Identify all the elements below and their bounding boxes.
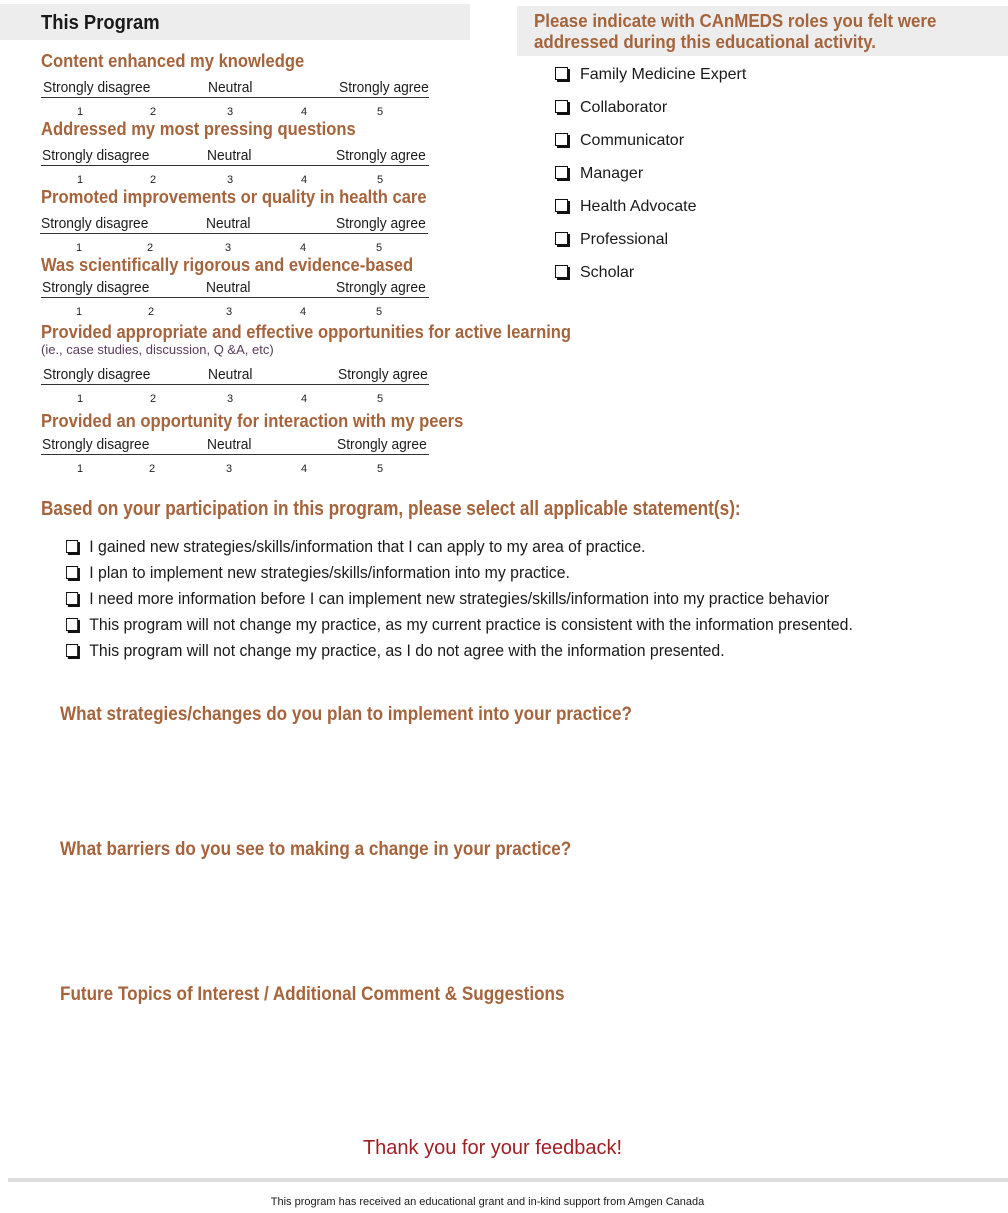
scale-number[interactable]: 2 bbox=[150, 174, 157, 186]
scale-high-label: Strongly agree bbox=[336, 147, 426, 164]
answer-area[interactable] bbox=[60, 869, 960, 969]
scale-number[interactable]: 1 bbox=[77, 463, 84, 475]
scale-number[interactable]: 5 bbox=[377, 174, 384, 186]
checkbox-icon[interactable] bbox=[66, 566, 78, 579]
scale-mid-label: Neutral bbox=[207, 147, 252, 164]
scale-number[interactable]: 5 bbox=[377, 106, 384, 118]
checkbox-icon[interactable] bbox=[555, 133, 568, 146]
thank-you-message: Thank you for your feedback! bbox=[362, 1137, 623, 1159]
role-label: Communicator bbox=[580, 132, 685, 149]
checkbox-icon[interactable] bbox=[555, 199, 568, 212]
scale-high-label: Strongly agree bbox=[336, 215, 426, 232]
checkbox-icon[interactable] bbox=[66, 618, 78, 631]
role-option[interactable] bbox=[555, 198, 697, 216]
role-option[interactable] bbox=[555, 132, 684, 150]
statement-option[interactable] bbox=[66, 615, 853, 635]
scale-number[interactable]: 1 bbox=[76, 242, 83, 254]
scale-number[interactable]: 2 bbox=[150, 106, 157, 118]
question-title: Provided an opportunity for interaction with my peers bbox=[41, 411, 464, 431]
scale-number[interactable]: 4 bbox=[300, 242, 307, 254]
question-title: Was scientifically rigorous and evidence-based bbox=[41, 255, 414, 275]
checkbox-icon[interactable] bbox=[555, 67, 568, 80]
answer-area[interactable] bbox=[60, 1014, 960, 1124]
checkbox-icon[interactable] bbox=[66, 540, 78, 553]
scale-mid-label: Neutral bbox=[206, 215, 251, 232]
statement-label: I gained new strategies/skills/information that I can apply to my area of practice. bbox=[89, 537, 646, 556]
scale-number[interactable]: 4 bbox=[301, 174, 308, 186]
scale-low-label: Strongly disagree bbox=[42, 279, 150, 296]
scale-number[interactable]: 3 bbox=[227, 106, 234, 118]
scale-number[interactable]: 1 bbox=[77, 393, 84, 405]
question-title: Promoted improvements or quality in health care bbox=[41, 187, 427, 207]
scale-number[interactable]: 5 bbox=[377, 463, 384, 475]
scale-number[interactable]: 4 bbox=[300, 306, 307, 318]
scale-number[interactable]: 1 bbox=[76, 306, 83, 318]
open-question-title: Future Topics of Interest / Additional Comment & Suggestions bbox=[60, 984, 565, 1005]
answer-area[interactable] bbox=[60, 734, 960, 824]
checkbox-icon[interactable] bbox=[555, 100, 568, 113]
program-header-title: This Program bbox=[41, 12, 160, 34]
question-title: Provided appropriate and effective opportunities for active learning bbox=[41, 322, 572, 342]
scale-number[interactable]: 3 bbox=[227, 393, 234, 405]
role-option[interactable] bbox=[555, 231, 668, 249]
scale-mid-label: Neutral bbox=[207, 436, 252, 453]
statement-option[interactable] bbox=[66, 641, 725, 661]
statement-option[interactable] bbox=[66, 537, 646, 557]
scale-number[interactable]: 4 bbox=[301, 106, 308, 118]
statement-option[interactable] bbox=[66, 589, 829, 609]
statement-label: This program will not change my practice, as my current practice is consistent with the information presented. bbox=[89, 615, 853, 634]
scale-number[interactable]: 2 bbox=[149, 463, 156, 475]
scale-number[interactable]: 3 bbox=[225, 242, 232, 254]
role-label: Collaborator bbox=[580, 99, 668, 116]
roles-header-title: Please indicate with CAnMEDS roles you felt were addressed during this educational activity. bbox=[534, 11, 937, 52]
scale-number[interactable]: 5 bbox=[376, 306, 383, 318]
scale-number[interactable]: 2 bbox=[150, 393, 157, 405]
question-title: Content enhanced my knowledge bbox=[41, 51, 305, 71]
open-question-title: What barriers do you see to making a change in your practice? bbox=[60, 839, 572, 860]
scale-low-label: Strongly disagree bbox=[42, 147, 150, 164]
rating-scale[interactable] bbox=[41, 279, 429, 298]
checkbox-icon[interactable] bbox=[555, 166, 568, 179]
scale-low-label: Strongly disagree bbox=[43, 366, 151, 383]
question-title: Addressed my most pressing questions bbox=[41, 119, 356, 139]
checkbox-icon[interactable] bbox=[66, 592, 78, 605]
checkbox-icon[interactable] bbox=[66, 644, 78, 657]
scale-number[interactable]: 4 bbox=[301, 393, 308, 405]
role-label: Family Medicine Expert bbox=[580, 66, 747, 83]
scale-number[interactable]: 3 bbox=[226, 463, 233, 475]
scale-mid-label: Neutral bbox=[208, 366, 253, 383]
open-question-title: What strategies/changes do you plan to implement into your practice? bbox=[60, 704, 632, 725]
scale-mid-label: Neutral bbox=[206, 279, 251, 296]
footer-divider bbox=[8, 1178, 1008, 1182]
checkbox-icon[interactable] bbox=[555, 232, 568, 245]
footer-note: This program has received an educational grant and in-kind support from Amgen Canada bbox=[270, 1196, 705, 1208]
role-option[interactable] bbox=[555, 165, 643, 183]
scale-high-label: Strongly agree bbox=[338, 366, 428, 383]
role-option[interactable] bbox=[555, 264, 634, 282]
role-label: Scholar bbox=[580, 264, 635, 281]
scale-high-label: Strongly agree bbox=[339, 79, 429, 96]
role-option[interactable] bbox=[555, 99, 667, 117]
statement-label: I need more information before I can implement new strategies/skills/information into my practice behavior bbox=[89, 589, 830, 608]
role-option[interactable] bbox=[555, 66, 746, 84]
rating-scale[interactable] bbox=[41, 147, 429, 166]
statement-label: This program will not change my practice, as I do not agree with the information presented. bbox=[89, 641, 725, 660]
question-note: (ie., case studies, discussion, Q &A, etc) bbox=[41, 342, 274, 357]
role-label: Health Advocate bbox=[580, 198, 697, 215]
scale-low-label: Strongly disagree bbox=[42, 436, 150, 453]
rating-scale[interactable] bbox=[41, 436, 429, 455]
scale-mid-label: Neutral bbox=[208, 79, 253, 96]
roles-section-header bbox=[517, 6, 1008, 56]
scale-number[interactable]: 3 bbox=[227, 174, 234, 186]
scale-number[interactable]: 2 bbox=[148, 306, 155, 318]
scale-low-label: Strongly disagree bbox=[43, 79, 151, 96]
scale-number[interactable]: 4 bbox=[301, 463, 308, 475]
scale-high-label: Strongly agree bbox=[337, 436, 427, 453]
scale-number[interactable]: 2 bbox=[147, 242, 154, 254]
statement-label: I plan to implement new strategies/skills/information into my practice. bbox=[89, 563, 570, 582]
program-section-header bbox=[0, 4, 470, 40]
scale-number[interactable]: 1 bbox=[77, 106, 84, 118]
role-label: Professional bbox=[580, 231, 669, 248]
scale-number[interactable]: 5 bbox=[376, 242, 383, 254]
rating-scale[interactable] bbox=[41, 79, 429, 98]
role-label: Manager bbox=[580, 165, 644, 182]
rating-scale[interactable] bbox=[41, 366, 429, 385]
scale-number[interactable]: 1 bbox=[77, 174, 84, 186]
checkbox-icon[interactable] bbox=[555, 265, 568, 278]
statement-option[interactable] bbox=[66, 563, 570, 583]
rating-scale[interactable] bbox=[40, 215, 428, 234]
statements-title: Based on your participation in this program, please select all applicable statement(s): bbox=[41, 498, 741, 520]
scale-number[interactable]: 3 bbox=[226, 306, 233, 318]
scale-high-label: Strongly agree bbox=[336, 279, 426, 296]
scale-low-label: Strongly disagree bbox=[41, 215, 149, 232]
scale-number[interactable]: 5 bbox=[377, 393, 384, 405]
